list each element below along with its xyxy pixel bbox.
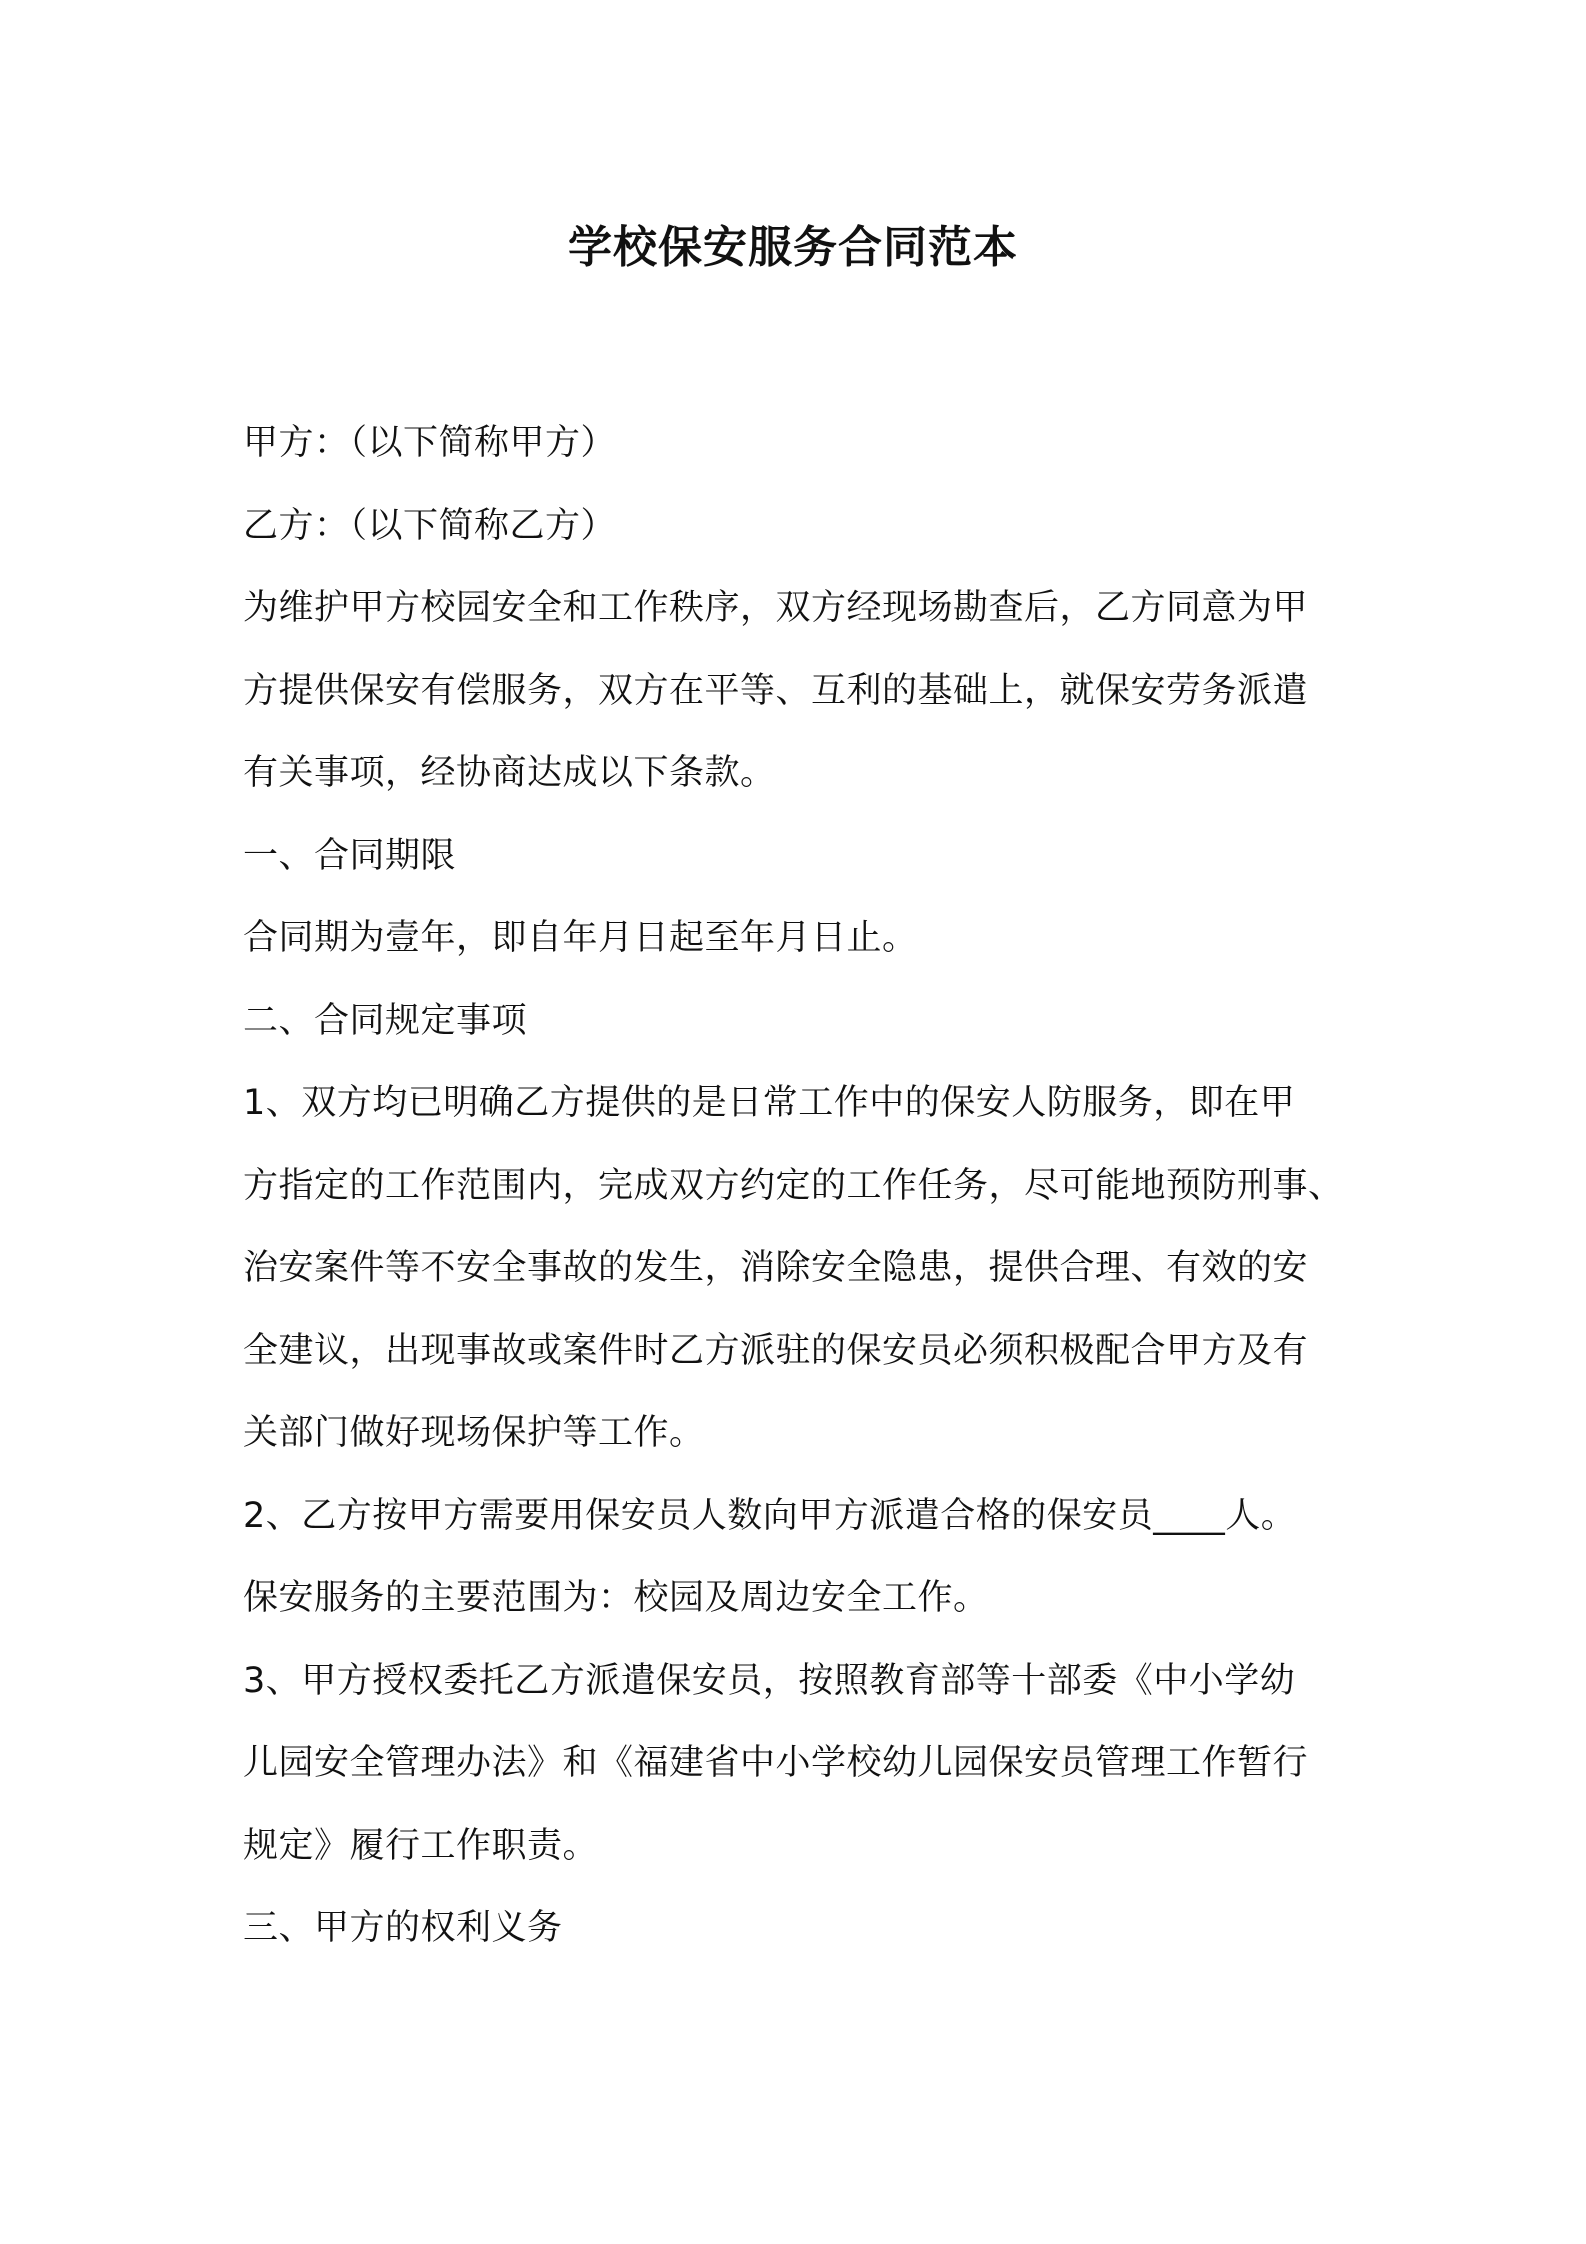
section-heading-matters: 二、合同规定事项 (243, 1000, 528, 1041)
clause-1-line: 1、双方均已明确乙方提供的是日常工作中的保安人防服务，即在甲 (243, 1083, 1296, 1123)
section-heading-party-a-rights: 三、甲方的权利义务 (243, 1908, 563, 1948)
clause-1-line: 关部门做好现场保护等工作。 (243, 1413, 705, 1453)
clause-2-line: 保安服务的主要范围为：校园及周边安全工作。 (243, 1578, 989, 1618)
preamble-line: 有关事项，经协商达成以下条款。 (243, 753, 776, 793)
party-b-line: 乙方：（以下简称乙方） (243, 505, 617, 546)
document-title: 学校保安服务合同范本 (568, 222, 1018, 273)
clause-1-line: 全建议，出现事故或案件时乙方派驻的保安员必须积极配合甲方及有 (243, 1330, 1309, 1371)
clause-1-line: 方指定的工作范围内，完成双方约定的工作任务，尽可能地预防刑事、 (243, 1165, 1344, 1206)
clause-1-line: 治安案件等不安全事故的发生，消除安全隐患，提供合理、有效的安 (243, 1248, 1309, 1288)
preamble-line: 为维护甲方校园安全和工作秩序，双方经现场勘查后，乙方同意为甲 (243, 588, 1309, 628)
document-body (243, 402, 1343, 1970)
clause-3-line: 规定》履行工作职责。 (243, 1825, 599, 1866)
clause-3-line: 3、甲方授权委托乙方派遣保安员，按照教育部等十部委《中小学幼 (243, 1660, 1296, 1701)
section-heading-term: 一、合同期限 (243, 835, 457, 876)
preamble-line: 方提供保安有偿服务，双方在平等、互利的基础上，就保安劳务派遣 (243, 670, 1309, 711)
clause-2-line: 2、乙方按甲方需要用保安员人数向甲方派遣合格的保安员____人。 (243, 1495, 1297, 1536)
clause-3-line: 儿园安全管理办法》和《福建省中小学校幼儿园保安员管理工作暂行 (243, 1743, 1309, 1783)
party-a-line: 甲方：（以下简称甲方） (243, 423, 617, 463)
term-line: 合同期为壹年，即自年月日起至年月日止。 (243, 918, 918, 958)
